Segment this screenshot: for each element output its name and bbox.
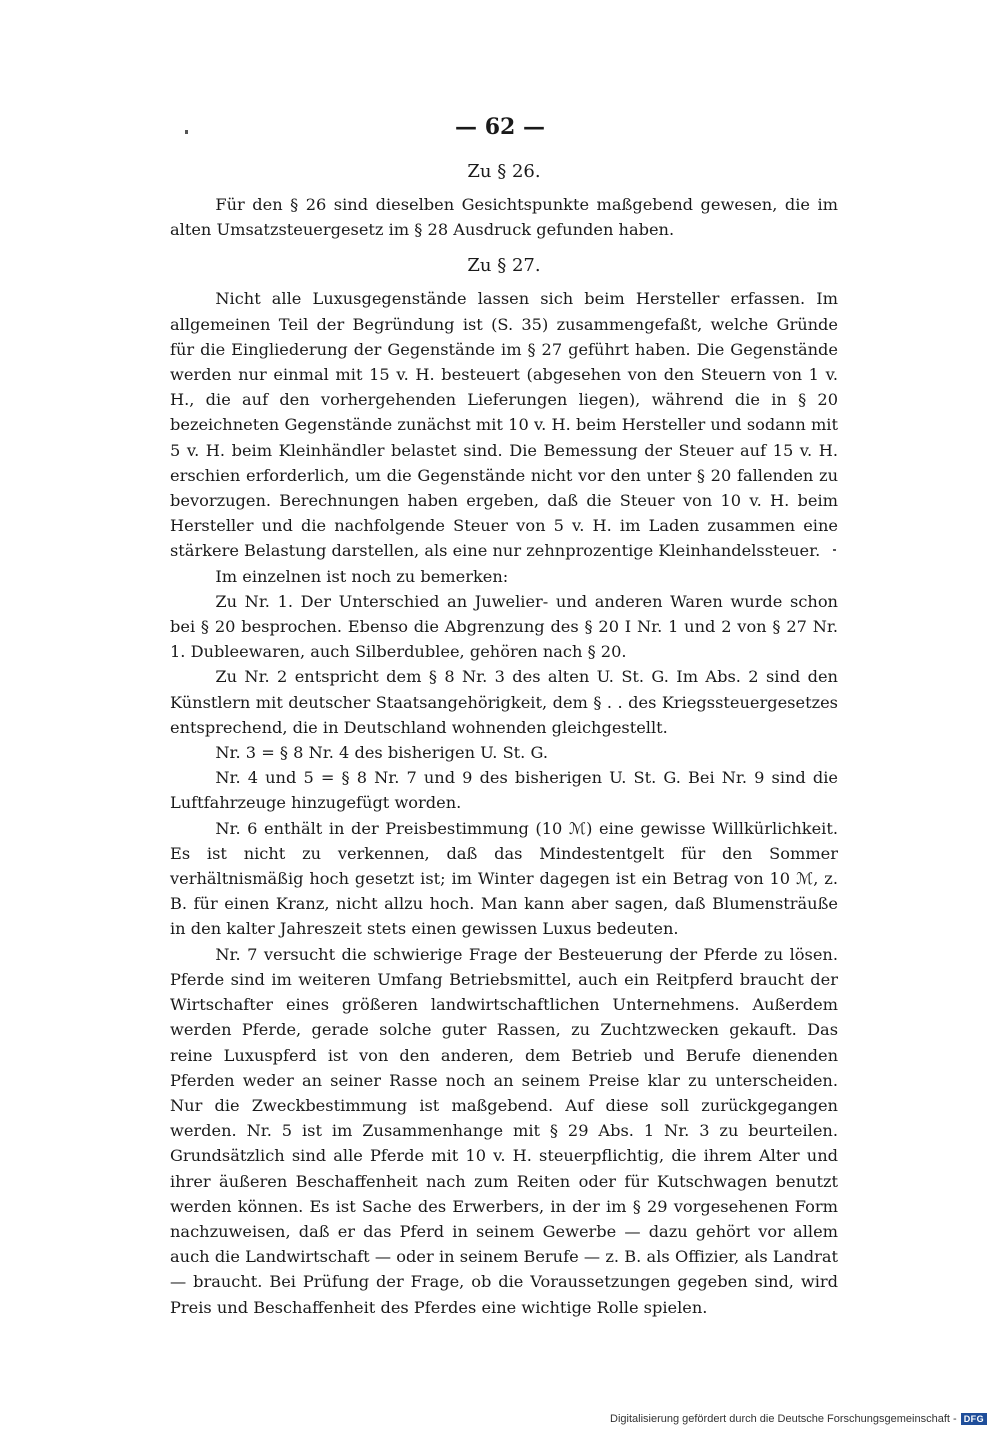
section-heading: Zu § 26. (467, 161, 541, 182)
paragraph: Nr. 4 und 5 = § 8 Nr. 7 und 9 des bisherigen U. St. G. Bei Nr. 9 sind die Luftfahrzeuge hinzugefügt worden. (170, 768, 838, 813)
paragraph: Zu Nr. 1. Der Unterschied an Juwelier- und anderen Waren wurde schon bei § 20 besprochen. Ebenso die Abgrenzung des § 20 I Nr. 1 und 2 von § 27 Nr. 1. Dubleewaren, auch Silberdublee, gehören nach § 20. (170, 591, 838, 662)
paragraph: Für den § 26 sind dieselben Gesichtspunkte maßgebend gewesen, die im alten Umsatzsteuergesetz im § 28 Ausdruck gefunden haben. (170, 195, 838, 240)
paragraph: Zu Nr. 2 entspricht dem § 8 Nr. 3 des alten U. St. G. Im Abs. 2 sind den Künstlern mit deutscher Staatsangehörigkeit, dem § . . des Kriegssteuergesetzes entsprechend, die in Deutschland wohnenden gleichgestellt. (170, 667, 838, 737)
footer-text: Digitalisierung gefördert durch die Deutsche Forschungsgemeinschaft - (610, 1413, 957, 1425)
page-number: — 62 — (455, 114, 545, 140)
paragraph: Nicht alle Luxusgegenstände lassen sich beim Hersteller erfassen. Im allgemeinen Teil der Begründung ist (S. 35) zusammengefaßt, welche Gründe für die Eingliederung der Gegenstände im § 27 geführt haben. Die Gegenstände werden nur einmal mit 15 v. H. besteuert (abgesehen von den Steuern von 1 v. H., die auf den vorhergehenden Lieferungen liegen), während die in § 20 bezeichneten Gegenstände zunächst mit 10 v. H. beim Hersteller und sodann mit 5 v. H. beim Kleinhändler belastet sind. Die Bemessung der Steuer auf 15 v. H. erschien erforderlich, um die Gegenstände nicht vor den unter § 20 fallenden zu bevorzugen. Berechnungen haben ergeben, daß die Steuer von 10 v. H. beim Hersteller und die nachfolgende Steuer von 5 v. H. im Laden zusammen eine stärkere Belastung darstellen, als eine nur zehnprozentige Kleinhandelssteuer. (170, 289, 838, 561)
paragraph: Nr. 7 versucht die schwierige Frage der Besteuerung der Pferde zu lösen. Pferde sind im weiteren Umfang Betriebsmittel, auch ein Reitpferd braucht der Wirtschafter eines größeren landwirtschaftlichen Unternehmens. Außerdem werden Pferde, gerade solche guter Rassen, zu Zuchtzwecken gekauft. Das reine Luxuspferd ist von den anderen, dem Betrieb und Berufe dienenden Pferden weder an seiner Rasse noch an seinem Preise klar zu unterscheiden. Nur die Zweckbestimmung ist maßgebend. Auf diese soll zurückgegangen werden. Nr. 5 ist im Zusammenhange mit § 29 Abs. 1 Nr. 3 zu beurteilen. Grundsätzlich sind alle Pferde mit 10 v. H. steuerpflichtig, die ihrem Alter und ihrer äußeren Beschaffenheit nach zum Reiten oder für Kutschwagen benutzt werden können. Es ist Sache des Erwerbers, in der im § 29 vorgesehenen Form nachzuweisen, daß er das Pferd in seinem Gewerbe — dazu gehört vor allem auch die Landwirtschaft — oder in seinem Berufe — z. B. als Offizier, als Landrat — braucht. Bei Prüfung der Frage, ob die Voraussetzungen gegeben sind, wird Preis und Beschaffenheit des Pferdes eine wichtige Rolle spielen. (170, 944, 838, 1317)
section-27 (170, 252, 838, 1319)
document-body (170, 150, 838, 1320)
dfg-logo: DFG (961, 1413, 988, 1425)
section-26 (170, 158, 838, 242)
section-heading: Zu § 27. (467, 255, 541, 277)
paragraph: Nr. 3 = § 8 Nr. 4 des bisherigen U. St. G. (215, 743, 548, 763)
paragraph: Im einzelnen ist noch zu bemerken: (215, 566, 509, 586)
digitization-footer (610, 1413, 987, 1425)
paragraph: Nr. 6 enthält in der Preisbestimmung (10 ℳ) eine gewisse Willkürlichkeit. Es ist nicht zu verkennen, daß das Mindestentgelt für den Sommer verhältnismäßig hoch gesetzt ist; im Winter dagegen ist ein Betrag von 10 ℳ, z. B. für einen Kranz, nicht allzu hoch. Man kann aber sagen, daß Blumensträuße in den kalter Jahreszeit stets einen gewissen Luxus bedeuten. (170, 818, 838, 939)
